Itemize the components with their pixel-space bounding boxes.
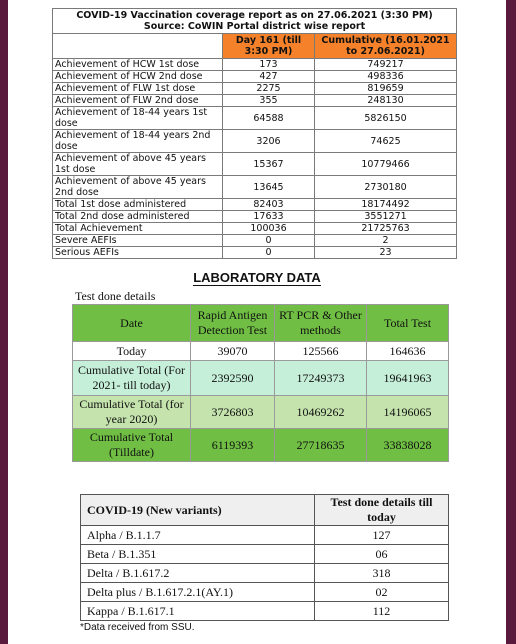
variant-name: Alpha / B.1.1.7	[81, 526, 315, 545]
variants-header-count: Test done details till today	[315, 495, 449, 526]
table-row	[53, 176, 457, 199]
row-label: Severe AEFIs	[53, 235, 223, 247]
table-row	[53, 130, 457, 153]
row-label: Total 2nd dose administered	[53, 211, 223, 223]
row-label: Achievement of 18-44 years 2nd dose	[53, 130, 223, 153]
lab-row-rat: 6119393	[191, 429, 275, 462]
lab-caption-row	[73, 289, 449, 305]
title-line-2: Source: CoWIN Portal district wise report	[143, 21, 366, 32]
variant-name: Delta plus / B.1.617.2.1(AY.1)	[81, 583, 315, 602]
row-cum: 498336	[315, 71, 457, 83]
row-day: 0	[223, 247, 315, 259]
variant-name: Kappa / B.1.617.1	[81, 602, 315, 621]
row-label: Achievement of 18-44 years 1st dose	[53, 107, 223, 130]
header-cumulative: Cumulative (16.01.2021 to 27.06.2021)	[315, 34, 457, 59]
row-cum: 749217	[315, 59, 457, 71]
row-day: 15367	[223, 153, 315, 176]
variants-header-name: COVID-19 (New variants)	[81, 495, 315, 526]
vaccination-title	[53, 9, 457, 34]
row-day: 427	[223, 71, 315, 83]
row-day: 17633	[223, 211, 315, 223]
lab-row-rtpcr: 17249373	[275, 361, 367, 396]
lab-row-rtpcr: 27718635	[275, 429, 367, 462]
lab-title	[8, 270, 506, 285]
table-row	[81, 564, 449, 583]
row-cum: 2	[315, 235, 457, 247]
table-row	[73, 396, 449, 429]
table-row	[53, 95, 457, 107]
title-line-1: COVID-19 Vaccination coverage report as on 27.06.2021 (3:30 PM)	[76, 10, 433, 21]
report-page	[8, 0, 506, 644]
vaccination-header-row	[53, 34, 457, 59]
lab-row-total: 164636	[367, 342, 449, 361]
table-row	[53, 235, 457, 247]
lab-row-total: 19641963	[367, 361, 449, 396]
row-day: 82403	[223, 199, 315, 211]
lab-row-rtpcr: 125566	[275, 342, 367, 361]
table-row	[73, 429, 449, 462]
row-label: Achievement of above 45 years 2nd dose	[53, 176, 223, 199]
vaccination-title-row	[53, 9, 457, 34]
row-label: Achievement of FLW 1st dose	[53, 83, 223, 95]
variant-name: Delta / B.1.617.2	[81, 564, 315, 583]
row-cum: 3551271	[315, 211, 457, 223]
row-day: 3206	[223, 130, 315, 153]
lab-caption: Test done details	[73, 289, 449, 305]
row-day: 355	[223, 95, 315, 107]
footnote: *Data received from SSU.	[80, 622, 195, 633]
table-row	[53, 223, 457, 235]
row-cum: 248130	[315, 95, 457, 107]
variant-count: 06	[315, 545, 449, 564]
table-row	[53, 199, 457, 211]
row-label: Achievement of above 45 years 1st dose	[53, 153, 223, 176]
variant-count: 127	[315, 526, 449, 545]
row-label: Serious AEFIs	[53, 247, 223, 259]
row-label: Total Achievement	[53, 223, 223, 235]
lab-row-date: Cumulative Total (Tilldate)	[73, 429, 191, 462]
variants-table	[80, 494, 449, 621]
lab-title-text: LABORATORY DATA	[193, 270, 321, 285]
variant-count: 02	[315, 583, 449, 602]
table-row	[53, 59, 457, 71]
table-row	[73, 361, 449, 396]
table-row	[53, 247, 457, 259]
lab-row-total: 33838028	[367, 429, 449, 462]
row-cum: 23	[315, 247, 457, 259]
row-cum: 10779466	[315, 153, 457, 176]
lab-header-total: Total Test	[367, 305, 449, 342]
variants-header-row	[81, 495, 449, 526]
row-day: 100036	[223, 223, 315, 235]
lab-row-date: Cumulative Total (for year 2020)	[73, 396, 191, 429]
table-row	[53, 71, 457, 83]
row-label: Achievement of FLW 2nd dose	[53, 95, 223, 107]
variant-count: 318	[315, 564, 449, 583]
row-day: 173	[223, 59, 315, 71]
row-day: 2275	[223, 83, 315, 95]
table-row	[81, 602, 449, 621]
row-cum: 819659	[315, 83, 457, 95]
lab-header-rat: Rapid Antigen Detection Test	[191, 305, 275, 342]
header-blank	[53, 34, 223, 59]
table-row	[73, 342, 449, 361]
lab-row-total: 14196065	[367, 396, 449, 429]
row-day: 0	[223, 235, 315, 247]
row-day: 13645	[223, 176, 315, 199]
table-row	[53, 83, 457, 95]
lab-header-rtpcr: RT PCR & Other methods	[275, 305, 367, 342]
lab-header-date: Date	[73, 305, 191, 342]
row-cum: 21725763	[315, 223, 457, 235]
row-cum: 2730180	[315, 176, 457, 199]
table-row	[53, 107, 457, 130]
header-day: Day 161 (till 3:30 PM)	[223, 34, 315, 59]
row-label: Total 1st dose administered	[53, 199, 223, 211]
lab-row-rat: 2392590	[191, 361, 275, 396]
row-day: 64588	[223, 107, 315, 130]
lab-row-rat: 3726803	[191, 396, 275, 429]
lab-row-date: Today	[73, 342, 191, 361]
table-row	[81, 583, 449, 602]
lab-table	[72, 288, 449, 462]
row-cum: 18174492	[315, 199, 457, 211]
lab-row-date: Cumulative Total (For 2021- till today)	[73, 361, 191, 396]
row-cum: 5826150	[315, 107, 457, 130]
vaccination-table	[52, 8, 457, 259]
table-row	[53, 153, 457, 176]
row-cum: 74625	[315, 130, 457, 153]
table-row	[53, 211, 457, 223]
variant-count: 112	[315, 602, 449, 621]
table-row	[81, 545, 449, 564]
lab-header-row	[73, 305, 449, 342]
row-label: Achievement of HCW 1st dose	[53, 59, 223, 71]
lab-row-rat: 39070	[191, 342, 275, 361]
table-row	[81, 526, 449, 545]
row-label: Achievement of HCW 2nd dose	[53, 71, 223, 83]
lab-row-rtpcr: 10469262	[275, 396, 367, 429]
variant-name: Beta / B.1.351	[81, 545, 315, 564]
